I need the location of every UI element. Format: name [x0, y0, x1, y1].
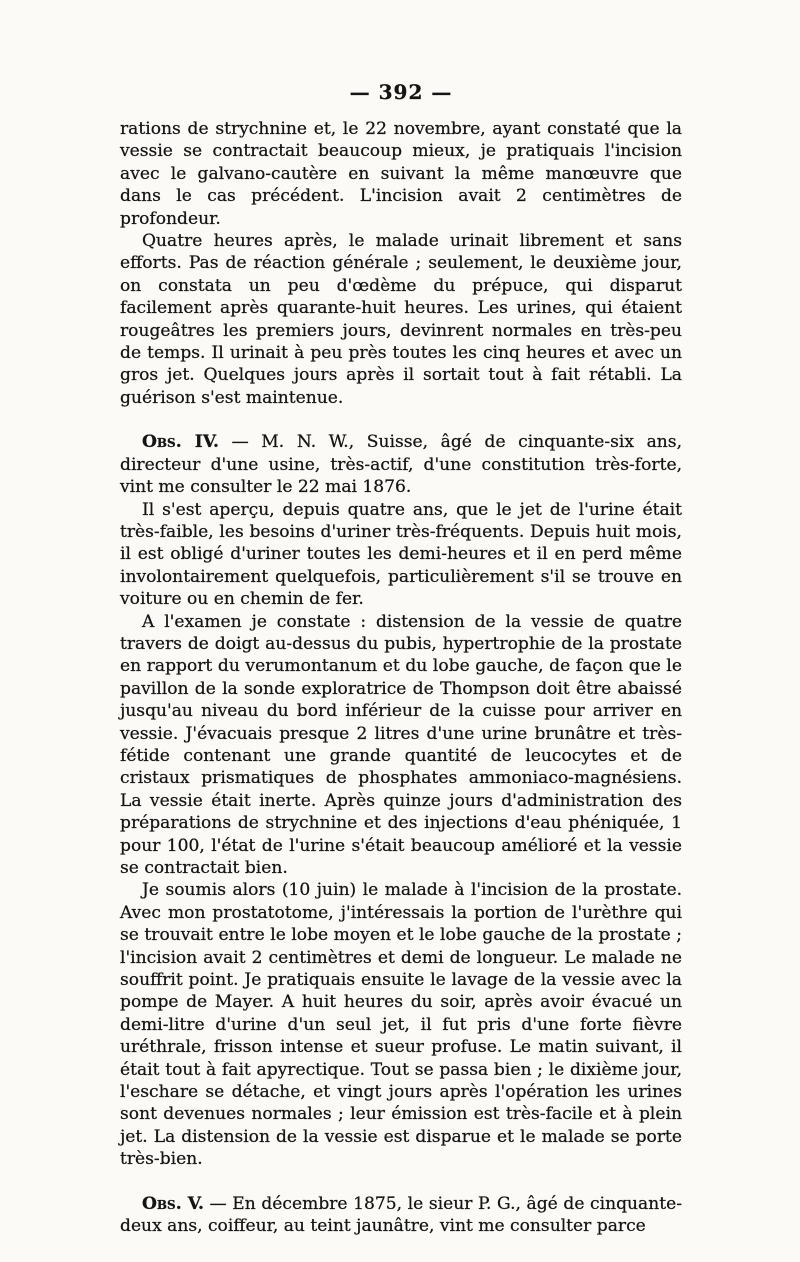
paragraph: Il s'est aperçu, depuis quatre ans, que le jet de l'urine était très-faible, les besoins d'uriner très-fréquents. Depuis huit mois, il est obligé d'uriner toutes les demi-heures et il en perd même involontairement quelquefois, particulièrement s'il se trouve en voiture ou en chemin de fer. — [120, 499, 682, 610]
observation-label: Obs. IV. — [142, 432, 219, 453]
paragraph: Quatre heures après, le malade urinait librement et sans efforts. Pas de réaction générale ; seulement, le deuxième jour, on constata un peu d'œdème du prépuce, qui disparut facilement après quarante-huit heures. Les urines, qui étaient rougeâtres les premiers jours, devinrent normales en très-peu de temps. Il urinait à peu près toutes les cinq heures et avec un gros jet. Quelques jours après il sortait tout à fait rétabli. La guérison s'est maintenue. — [120, 231, 682, 408]
observation-heading-paragraph — [120, 431, 682, 498]
paragraph: Je soumis alors (10 juin) le malade à l'incision de la prostate. Avec mon prostatotome, j'intéressais la portion de l'urèthre qui se trouvait entre le lobe moyen et le lobe gauche de la prostate ; l'incision avait 2 centimètres et demi de longueur. Le malade ne souffrit point. Je pratiquais ensuite le lavage de la vessie avec la pompe de Mayer. A huit heures du soir, après avoir évacué un demi-litre d'urine d'un seul jet, il fut pris d'une forte fièvre uréthrale, frisson intense et sueur profuse. Le matin suivant, il était tout à fait apyrectique. Tout se passa bien ; le dixième jour, l'eschare se détache, et vingt jours après l'opération les urines sont devenues normales ; leur émission est très-facile et à plein jet. La distension de la vessie est disparue et le malade se porte très-bien. — [120, 880, 682, 1170]
page-number: — 392 — — [349, 80, 453, 104]
observation-text: — En décembre 1875, le sieur P. G., âgé de cinquante-deux ans, coiffeur, au teint jaunâtre, vint me consulter parce — [120, 1193, 683, 1237]
paragraph-gap — [120, 409, 682, 431]
paragraph: rations de strychnine et, le 22 novembre, ayant constaté que la vessie se contractait beaucoup mieux, je pratiquais l'incision avec le galvano-cautère en suivant la même manœuvre que dans le cas précédent. L'incision avait 2 centimètres de profondeur. — [120, 119, 682, 229]
observation-heading-paragraph — [120, 1193, 682, 1238]
observation-label: Obs. V. — [142, 1193, 204, 1214]
body-text — [120, 118, 682, 1238]
paragraph: A l'examen je constate : distension de la vessie de quatre travers de doigt au-dessus du pubis, hypertrophie de la prostate en rapport du verumontanum et du lobe gauche, de façon que le pavillon de la sonde exploratrice de Thompson doit être abaissé jusqu'au niveau du bord inférieur de la cuisse pour arriver en vessie. J'évacuais presque 2 litres d'une urine brunâtre et très-fétide contenant une grande quantité de leucocytes et de cristaux prismatiques de phosphates ammoniaco-magnésiens. La vessie était inerte. Après quinze jours d'administration des préparations de strychnine et des injections d'eau phéniquée, 1 pour 100, l'état de l'urine s'était beaucoup amélioré et la vessie se contractait bien. — [120, 611, 682, 878]
paragraph-gap — [120, 1171, 682, 1193]
observation-text: — M. N. W., Suisse, âgé de cinquante-six ans, directeur d'une usine, très-actif, d'une constitution très-forte, vint me consulter le 22 mai 1876. — [120, 432, 683, 498]
